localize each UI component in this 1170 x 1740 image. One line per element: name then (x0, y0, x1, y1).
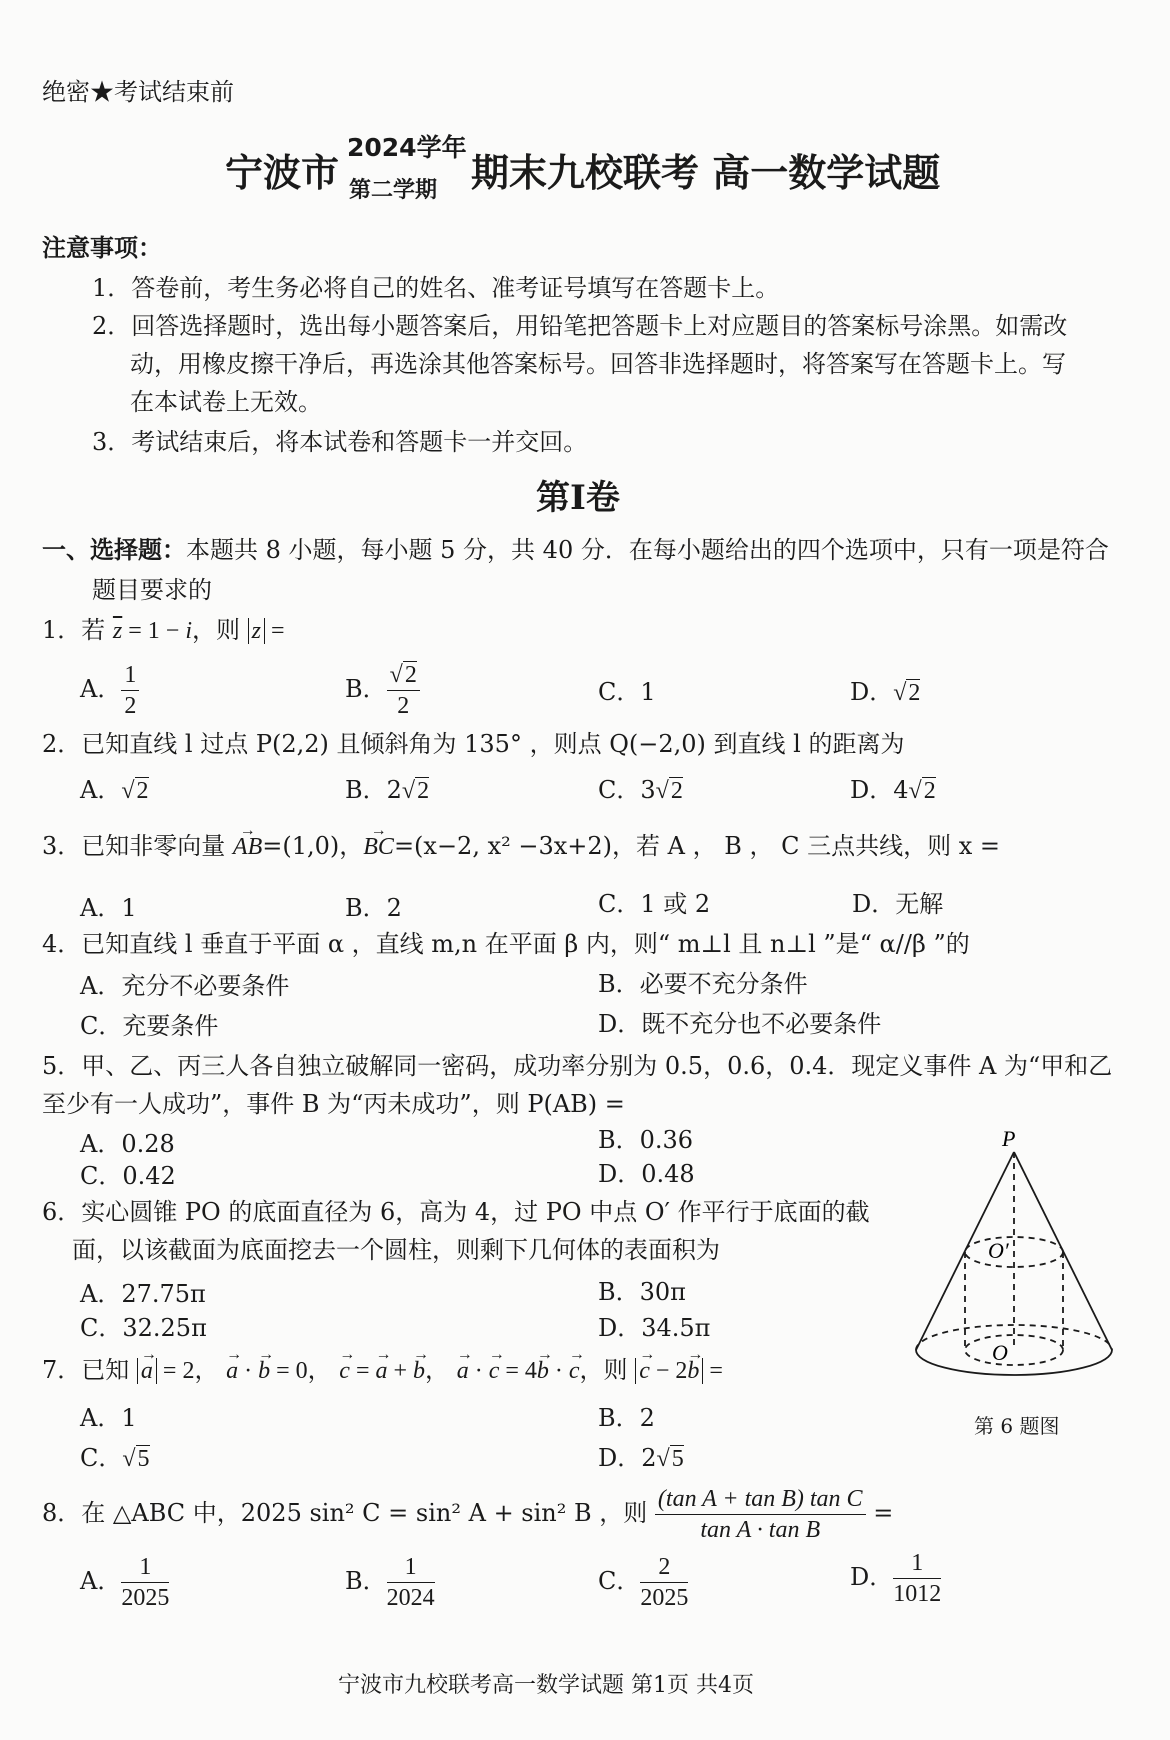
question-5-option-a: A．0.28 (80, 1130, 175, 1158)
question-3-option-a: A．1 (80, 894, 137, 922)
question-3-option-d: D．无解 (852, 890, 944, 918)
question-5-option-b: B．0.36 (598, 1126, 694, 1154)
notice-item: 2．回答选择题时，选出每小题答案后，用铅笔把答题卡上对应题目的答案标号涂黑。如需改 (92, 312, 1068, 340)
question-6-stem: 6．实心圆锥 PO 的底面直径为 6，高为 4，过 PO 中点 O′ 作平行于底面的截 (42, 1198, 870, 1226)
question-8-option-a: A． $\frac{1}{2025}$ (80, 1554, 170, 1611)
question-6-option-b: B．30π (598, 1278, 686, 1306)
question-4-option-b: B．必要不充分条件 (598, 970, 808, 998)
question-7-stem: 7．已知 → a = 2， → a · → b = 0， → c = → a + → b， → a · → c = 4→ b · → c，则 → c − 2→ b = (42, 1354, 723, 1387)
question-7-option-c: C．√5 (80, 1444, 150, 1472)
question-6-option-c: C．32.25π (80, 1314, 207, 1342)
question-7-option-a: A．1 (80, 1404, 137, 1432)
page-footer: 宁波市九校联考高一数学试题 第1页 共4页 (338, 1673, 754, 1698)
question-2-option-d: D．4√2 (850, 776, 936, 804)
confidential-note: 绝密★考试结束前 (42, 78, 234, 106)
cone-figure (900, 1120, 1140, 1405)
question-2-option-b: B．2√2 (345, 776, 430, 804)
question-4-option-a: A．充分不必要条件 (80, 972, 290, 1000)
notice-item: 3．考试结束后，将本试卷和答题卡一并交回。 (92, 428, 588, 456)
question-2-option-c: C．3√2 (598, 776, 683, 804)
title-term: 第二学期 (349, 178, 438, 203)
notice-item: 1．答卷前，考生务必将自己的姓名、准考证号填写在答题卡上。 (92, 274, 780, 302)
question-4-stem: 4．已知直线 l 垂直于平面 α ，直线 m,n 在平面 β 内，则“ m⊥l 且 n⊥l ”是“ α//β ”的 (42, 930, 970, 958)
question-6-option-a: A．27.75π (80, 1280, 206, 1308)
label-o: O (992, 1340, 1008, 1365)
section-intro-text: 本题共 8 小题，每小题 5 分，共 40 分．在每小题给出的四个选项中，只有一项是符合 (186, 536, 1109, 564)
question-1-option-a: A． $\frac{1}{2}$ (80, 660, 139, 721)
notice-item: 在本试卷上无效。 (130, 388, 322, 416)
question-1-option-b: B． $\frac{√2}{2}$ (345, 660, 420, 721)
title-year: 2024学年 (347, 133, 467, 162)
question-8-option-b: B． $\frac{1}{2024}$ (345, 1554, 435, 1611)
question-8-option-c: C． $\frac{2}{2025}$ (598, 1554, 689, 1611)
question-6-option-d: D．34.5π (598, 1314, 711, 1342)
figure-caption: 第 6 题图 (974, 1414, 1060, 1438)
section-heading: 一、选择题： (42, 536, 186, 564)
label-o-prime: O′ (988, 1238, 1009, 1263)
question-7-option-d: D．2√5 (598, 1444, 684, 1472)
question-7-option-b: B．2 (598, 1404, 655, 1432)
question-8-stem: 8．在 △ABC 中，2025 sin² C = sin² A + sin² B ，则 $\frac{\text{(tan A + tan B) tan C}}{\text{tan A · tan B}}$ = (42, 1486, 894, 1543)
question-5-option-c: C．0.42 (80, 1162, 176, 1190)
question-3-stem: 3．已知非零向量 → AB=(1,0)，→ BC=(x−2, x² −3x+2)，若 A ， B ， C 三点共线，则 x = (42, 830, 1000, 863)
question-5-stem-line2: 至少有一人成功”，事件 B 为“丙未成功”，则 P(AB) = (42, 1090, 625, 1118)
question-4-option-d: D．既不充分也不必要条件 (598, 1010, 882, 1038)
question-4-option-c: C．充要条件 (80, 1012, 219, 1040)
title-subject: 期末九校联考 高一数学试题 (471, 151, 941, 195)
question-5-stem: 5．甲、乙、丙三人各自独立破解同一密码，成功率分别为 0.5，0.6，0.4．现定义事件 A 为“甲和乙 (42, 1052, 1113, 1080)
section-intro (42, 534, 1109, 566)
question-1-stem: 1．若 $\overline{z} = 1 - i$，则 z = (42, 616, 285, 644)
question-8-option-d: D． $\frac{1}{1012}$ (850, 1550, 942, 1607)
label-p: P (1002, 1126, 1016, 1151)
volume-title: 第Ⅰ卷 (536, 478, 620, 518)
question-2-option-a: A．√2 (80, 776, 149, 804)
question-1-option-c: C．1 (598, 678, 656, 706)
notice-heading: 注意事项： (42, 234, 162, 262)
question-5-option-d: D．0.48 (598, 1160, 695, 1188)
question-3-option-b: B．2 (345, 894, 402, 922)
question-3-option-c: C．1 或 2 (598, 890, 711, 918)
question-6-stem-line2: 面，以该截面为底面挖去一个圆柱，则剩下几何体的表面积为 (72, 1236, 720, 1264)
title-city: 宁波市 (225, 151, 340, 195)
notice-item: 动，用橡皮擦干净后，再选涂其他答案标号。回答非选择题时，将答案写在答题卡上。写 (130, 350, 1066, 378)
question-1-option-d: D．√2 (850, 678, 921, 706)
section-intro-line2: 题目要求的 (92, 576, 212, 604)
question-2-stem: 2．已知直线 l 过点 P(2,2) 且倾斜角为 135° ，则点 Q(−2,0) 到直线 l 的距离为 (42, 730, 905, 758)
